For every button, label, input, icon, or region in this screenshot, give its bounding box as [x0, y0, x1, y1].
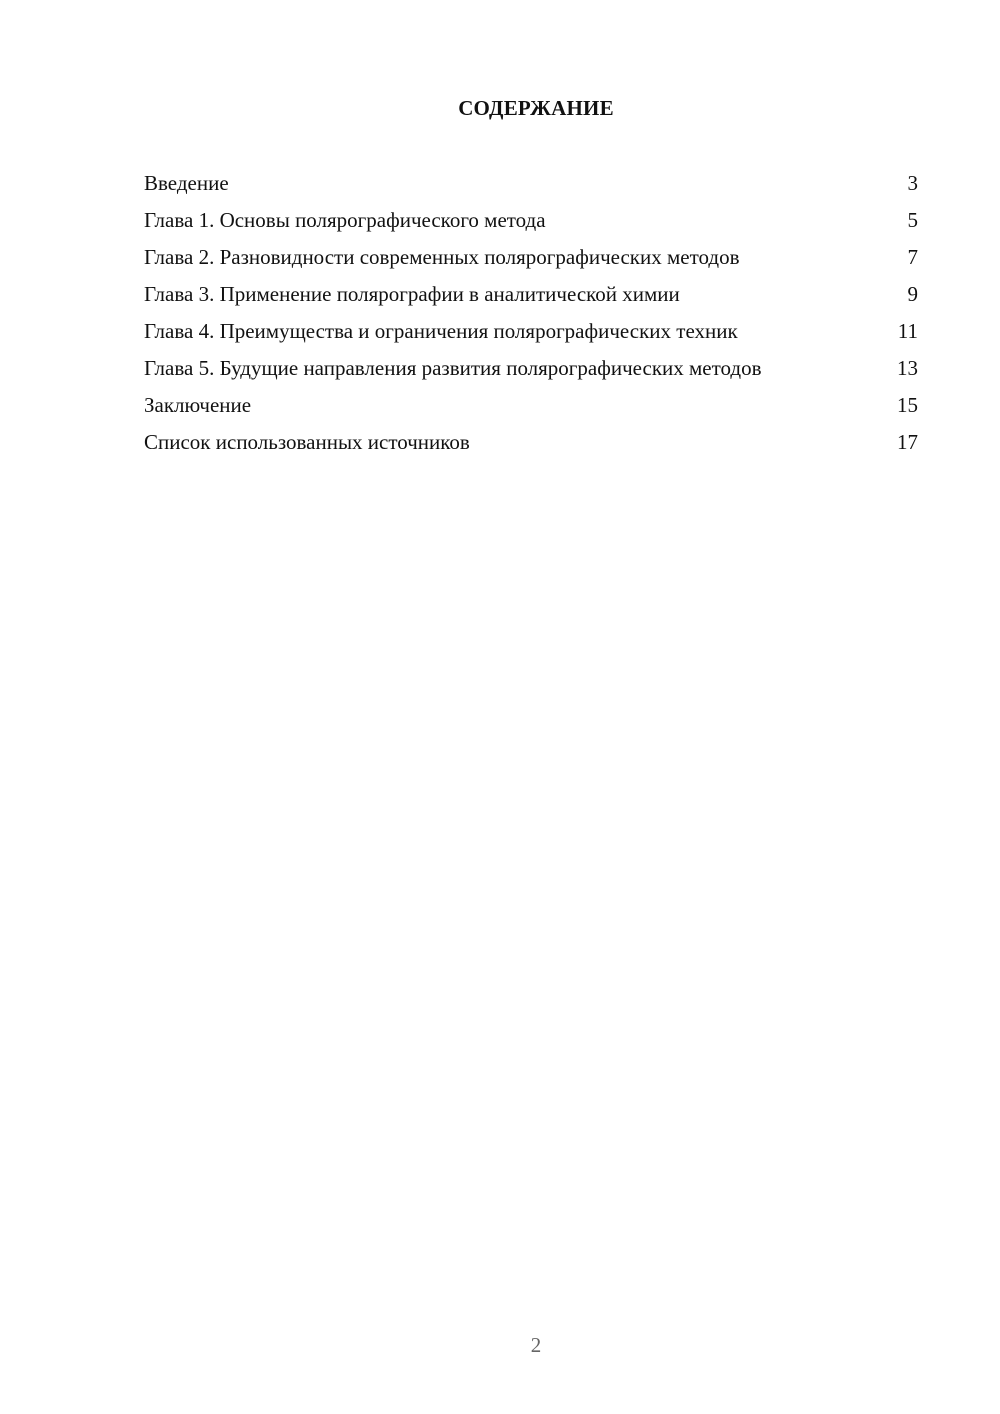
- toc-entry-page: 9: [907, 282, 918, 306]
- toc-entry-page: 15: [897, 393, 918, 417]
- toc-entry-references: [144, 429, 918, 456]
- toc-entry-page: 17: [897, 430, 918, 454]
- toc-entry-chapter-4: [144, 318, 918, 345]
- toc-entry-chapter-5: [144, 355, 918, 382]
- toc-title: СОДЕРЖАНИЕ: [458, 96, 614, 120]
- toc-entry-text: Глава 3. Применение полярографии в аналитической химии: [144, 282, 680, 306]
- toc-entry-chapter-2: [144, 244, 918, 271]
- toc-entry-chapter-1: [144, 207, 918, 234]
- toc-entry-introduction: [144, 170, 918, 197]
- toc-entry-page: 7: [907, 245, 918, 269]
- toc-entry-conclusion: [144, 392, 918, 419]
- table-of-contents: [144, 170, 918, 466]
- toc-entry-text: Заключение: [144, 393, 252, 417]
- toc-entry-text: Глава 2. Разновидности современных полярографических методов: [144, 245, 740, 269]
- toc-entry-page: 3: [907, 171, 918, 195]
- toc-entry-page: 11: [897, 319, 918, 343]
- toc-entry-chapter-3: [144, 281, 918, 308]
- toc-entry-page: 5: [907, 208, 918, 232]
- toc-entry-text: Введение: [144, 171, 229, 195]
- toc-entry-page: 13: [897, 356, 918, 380]
- page-number: 2: [530, 1333, 542, 1357]
- toc-entry-text: Глава 5. Будущие направления развития полярографических методов: [144, 356, 762, 380]
- toc-entry-text: Список использованных источников: [144, 430, 470, 454]
- toc-entry-text: Глава 4. Преимущества и ограничения полярографических техник: [144, 319, 738, 343]
- toc-entry-text: Глава 1. Основы полярографического метода: [144, 208, 546, 232]
